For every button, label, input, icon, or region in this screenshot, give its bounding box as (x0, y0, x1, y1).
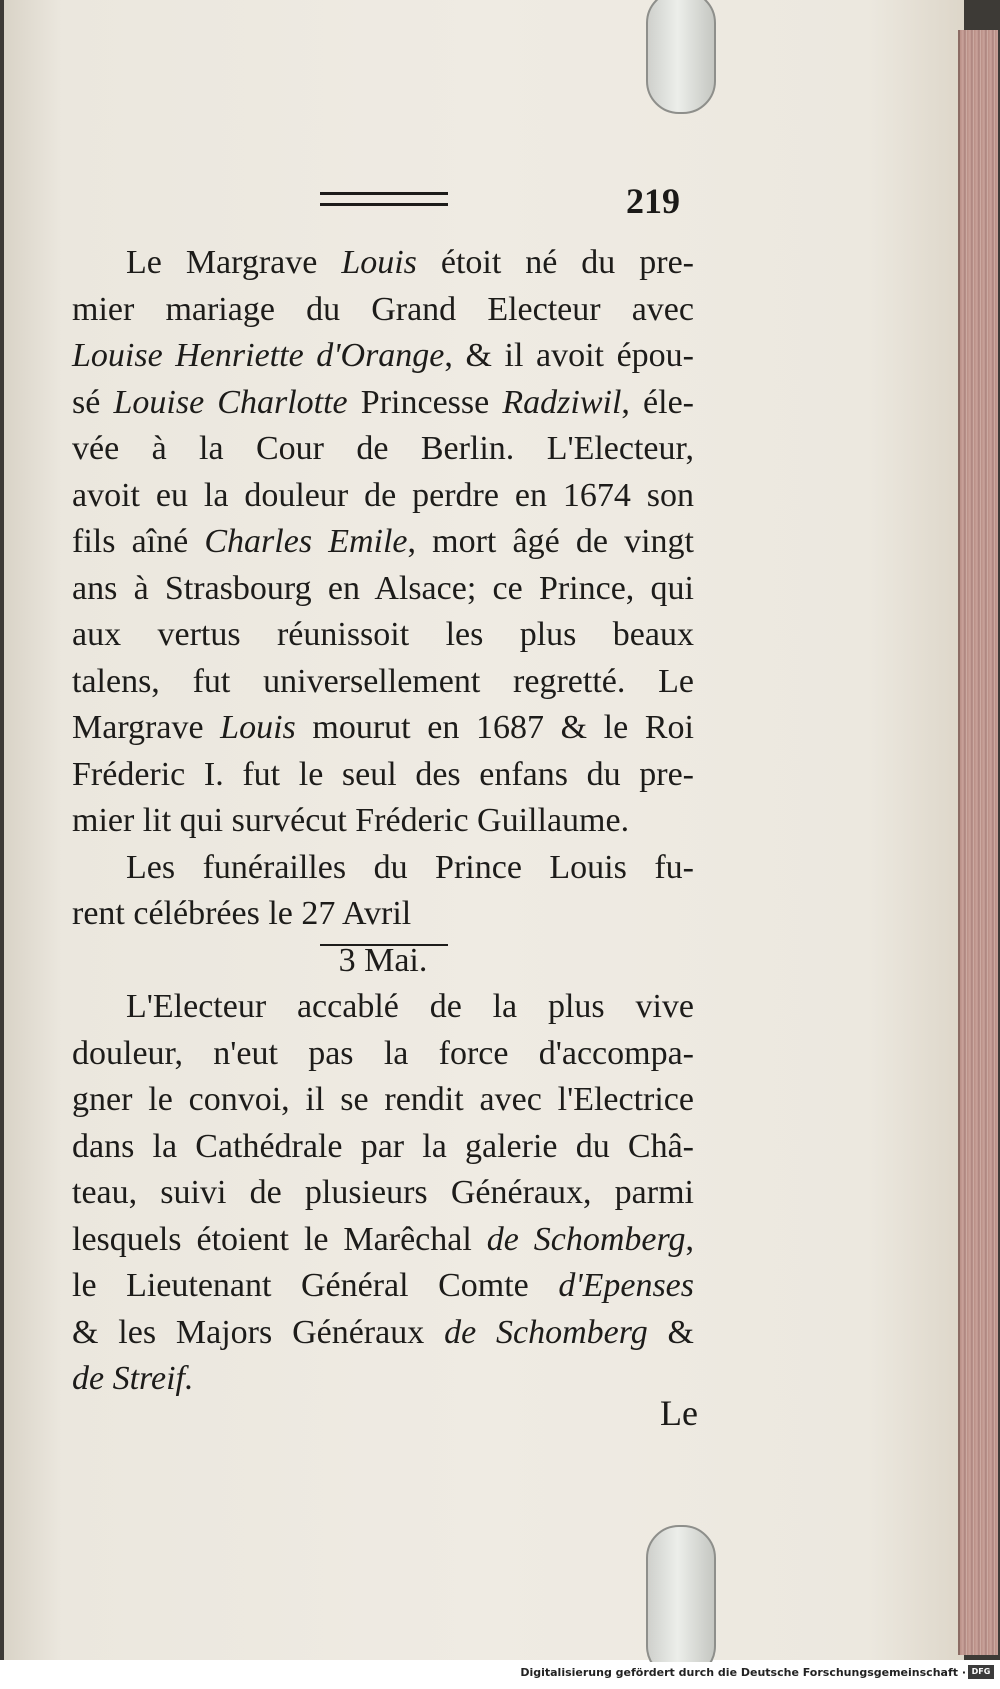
text-line: aux vertus réunissoit les plus beaux (72, 616, 694, 653)
header-rule (320, 192, 448, 206)
text-line: vée à la Cour de Berlin. L'Electeur, (72, 430, 694, 467)
page-clip-bottom (646, 1525, 716, 1679)
page-clip-top (646, 0, 716, 114)
text-line: talens, fut universellement regretté. Le (72, 662, 694, 700)
text-line: mier mariage du Grand Electeur avec (72, 290, 694, 328)
text-line: douleur, n'eut pas la force d'accompa- (72, 1034, 694, 1072)
footer-bar (0, 1662, 1000, 1689)
text-line: mier lit qui survécut Fréderic Guillaume. (72, 802, 630, 839)
text-line: lesquels étoient le Marêchal de Schomberg, (72, 1220, 694, 1258)
text-line: Les funérailles du Prince Louis fu- (126, 848, 694, 886)
text-line: Margrave Louis mourut en 1687 & le Roi (72, 709, 694, 746)
text-line: rent célébrées le 27 Avril (72, 895, 412, 932)
text-line: fils aîné Charles Emile, mort âgé de vingt (72, 523, 694, 560)
text-line: avoit eu la douleur de perdre en 1674 son (72, 476, 694, 514)
catchword: Le (660, 1393, 698, 1433)
text-line: & les Majors Généraux de Schomberg & (72, 1313, 694, 1351)
text-line: Fréderic I. fut le seul des enfans du pre- (72, 755, 694, 793)
text-line: L'Electeur accablé de la plus vive (126, 988, 694, 1025)
text-line: ans à Strasbourg en Alsace; ce Prince, qui (72, 569, 694, 607)
text-line: teau, suivi de plusieurs Généraux, parmi (72, 1174, 694, 1211)
text-line: gner le convoi, il se rendit avec l'Electrice (72, 1081, 694, 1118)
text-line: de Streif. (72, 1360, 194, 1397)
text-line: dans la Cathédrale par la galerie du Châ- (72, 1127, 694, 1165)
text-line: sé Louise Charlotte Princesse Radziwil, éle- (72, 383, 695, 421)
funding-credit: Digitalisierung gefördert durch die Deutsche Forschungsgemeinschaft · (520, 1666, 966, 1679)
page-edge (958, 30, 998, 1655)
text-line: le Lieutenant Général Comte d'Epenses (72, 1267, 694, 1304)
dfg-logo: DFG (968, 1665, 994, 1679)
text-line: Louise Henriette d'Orange, & il avoit épou- (72, 337, 694, 374)
page-number: 219 (626, 181, 680, 221)
text-line: Le Margrave Louis étoit né du pre- (126, 244, 694, 281)
date-rule (320, 944, 448, 946)
date-line: 3 Mai. (338, 941, 428, 979)
page-text (72, 240, 694, 1403)
